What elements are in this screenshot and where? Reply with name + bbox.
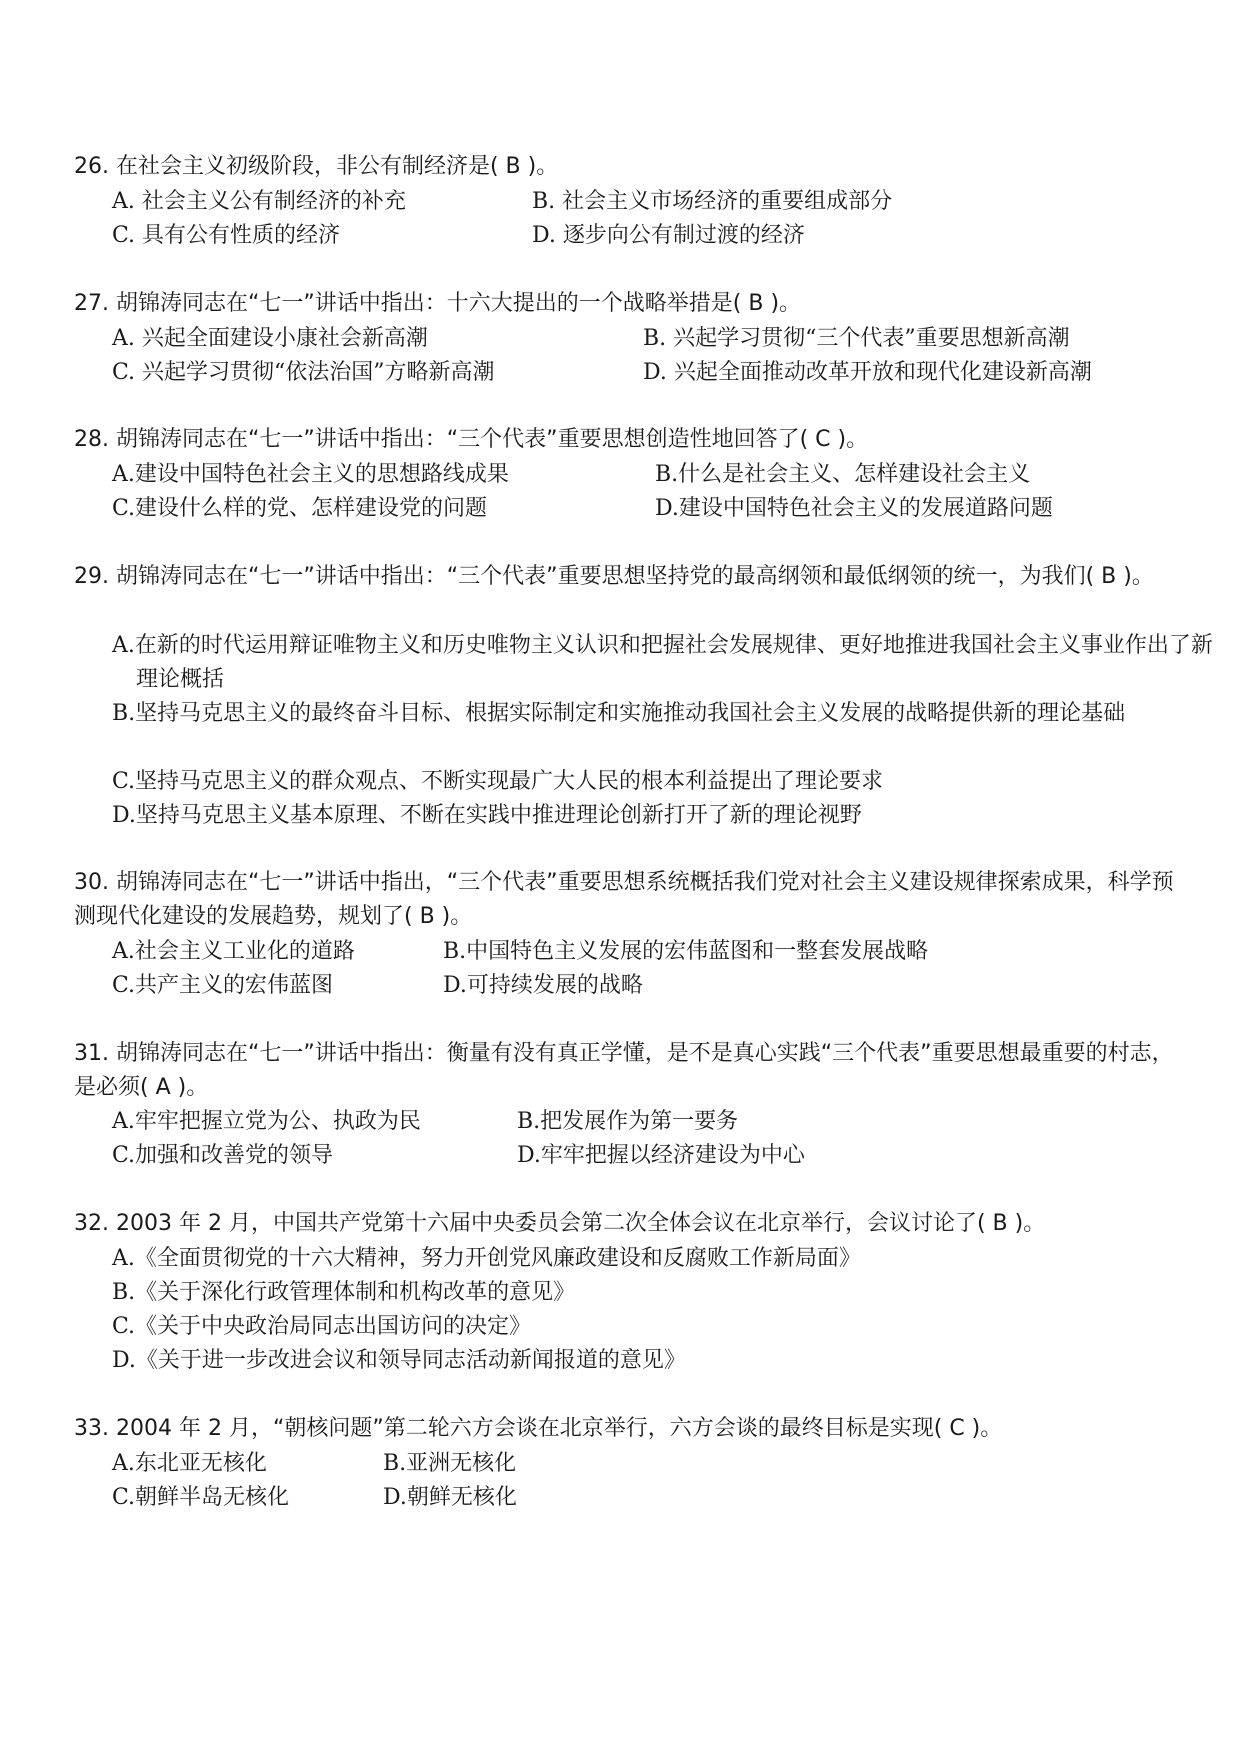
question-32-option-b: B.《关于深化行政管理体制和机构改革的意见》	[112, 1280, 576, 1305]
question-33-option-a: A.东北亚无核化	[112, 1451, 267, 1476]
question-29-option-a: A.在新的时代运用辩证唯物主义和历史唯物主义认识和把握社会发展规律、更好地推进我国社会主义事业作出了新理论概括	[112, 633, 1213, 692]
question-33-stem: 33. 2004 年 2 月，“朝核问题”第二轮六方会谈在北京举行，六方会谈的最终目标是实现( C )。	[74, 1416, 1003, 1441]
question-29-option-b: B.坚持马克思主义的最终奋斗目标、根据实际制定和实施推动我国社会主义发展的战略提供新的理论基础	[112, 701, 1126, 726]
question-26-option-b: B. 社会主义市场经济的重要组成部分	[532, 189, 893, 214]
question-26-option-a: A. 社会主义公有制经济的补充	[112, 189, 406, 214]
question-31-option-a: A.牢牢把握立党为公、执政为民	[112, 1109, 421, 1134]
question-33-option-c: C.朝鲜半岛无核化	[112, 1485, 290, 1510]
question-27-option-c: C. 兴起学习贯彻“依法治国”方略新高潮	[112, 360, 495, 385]
question-29-stem: 29. 胡锦涛同志在“七一”讲话中指出：“三个代表”重要思想坚持党的最高纲领和最低纲领的统一，为我们( B )。	[74, 564, 1154, 589]
question-28-option-b: B.什么是社会主义、怎样建设社会主义	[655, 462, 1031, 487]
question-29-option-d: D.坚持马克思主义基本原理、不断在实践中推进理论创新打开了新的理论视野	[112, 803, 862, 828]
question-30-option-b: B.中国特色主义发展的宏伟蓝图和一整套发展战略	[443, 939, 929, 964]
question-28-option-d: D.建设中国特色社会主义的发展道路问题	[655, 496, 1053, 521]
question-27-option-a: A. 兴起全面建设小康社会新高潮	[112, 326, 428, 351]
question-26-option-c: C. 具有公有性质的经济	[112, 223, 341, 248]
question-32-option-c: C.《关于中央政治局同志出国访问的决定》	[112, 1314, 532, 1339]
question-27-option-b: B. 兴起学习贯彻“三个代表”重要思想新高潮	[643, 326, 1070, 351]
question-31-option-d: D.牢牢把握以经济建设为中心	[517, 1143, 805, 1168]
question-32-option-a: A.《全面贯彻党的十六大精神，努力开创党风廉政建设和反腐败工作新局面》	[112, 1246, 861, 1271]
question-31-option-b: B.把发展作为第一要务	[517, 1109, 739, 1134]
question-32-stem: 32. 2003 年 2 月，中国共产党第十六届中央委员会第二次全体会议在北京举行，会议讨论了( B )。	[74, 1211, 1046, 1236]
question-26-stem: 26. 在社会主义初级阶段，非公有制经济是( B )。	[74, 154, 559, 179]
question-28-stem: 28. 胡锦涛同志在“七一”讲话中指出：“三个代表”重要思想创造性地回答了( C )。	[74, 427, 869, 452]
question-27-option-d: D. 兴起全面推动改革开放和现代化建设新高潮	[643, 360, 1092, 385]
question-31-option-c: C.加强和改善党的领导	[112, 1143, 334, 1168]
question-32-option-d: D.《关于进一步改进会议和领导同志活动新闻报道的意见》	[112, 1348, 686, 1373]
question-26-option-d: D. 逐步向公有制过渡的经济	[532, 223, 805, 248]
question-28-option-c: C.建设什么样的党、怎样建设党的问题	[112, 496, 488, 521]
question-30-option-a: A.社会主义工业化的道路	[112, 939, 355, 964]
question-30-stem: 30. 胡锦涛同志在“七一”讲话中指出，“三个代表”重要思想系统概括我们党对社会主义建设规律探索成果，科学预测现代化建设的发展趋势，规划了( B )。	[74, 870, 1174, 929]
question-28-option-a: A.建设中国特色社会主义的思想路线成果	[112, 462, 509, 487]
question-31-stem: 31. 胡锦涛同志在“七一”讲话中指出：衡量有没有真正学懂，是不是真心实践“三个代表”重要思想最重要的村志，是必须( A )。	[74, 1041, 1174, 1100]
question-30-option-c: C.共产主义的宏伟蓝图	[112, 973, 334, 998]
question-27-stem: 27. 胡锦涛同志在“七一”讲话中指出：十六大提出的一个战略举措是( B )。	[74, 291, 802, 316]
question-33-option-b: B.亚洲无核化	[383, 1451, 517, 1476]
question-30-option-d: D.可持续发展的战略	[443, 973, 643, 998]
question-29-option-c: C.坚持马克思主义的群众观点、不断实现最广大人民的根本利益提出了理论要求	[112, 769, 884, 794]
question-33-option-d: D.朝鲜无核化	[383, 1485, 517, 1510]
